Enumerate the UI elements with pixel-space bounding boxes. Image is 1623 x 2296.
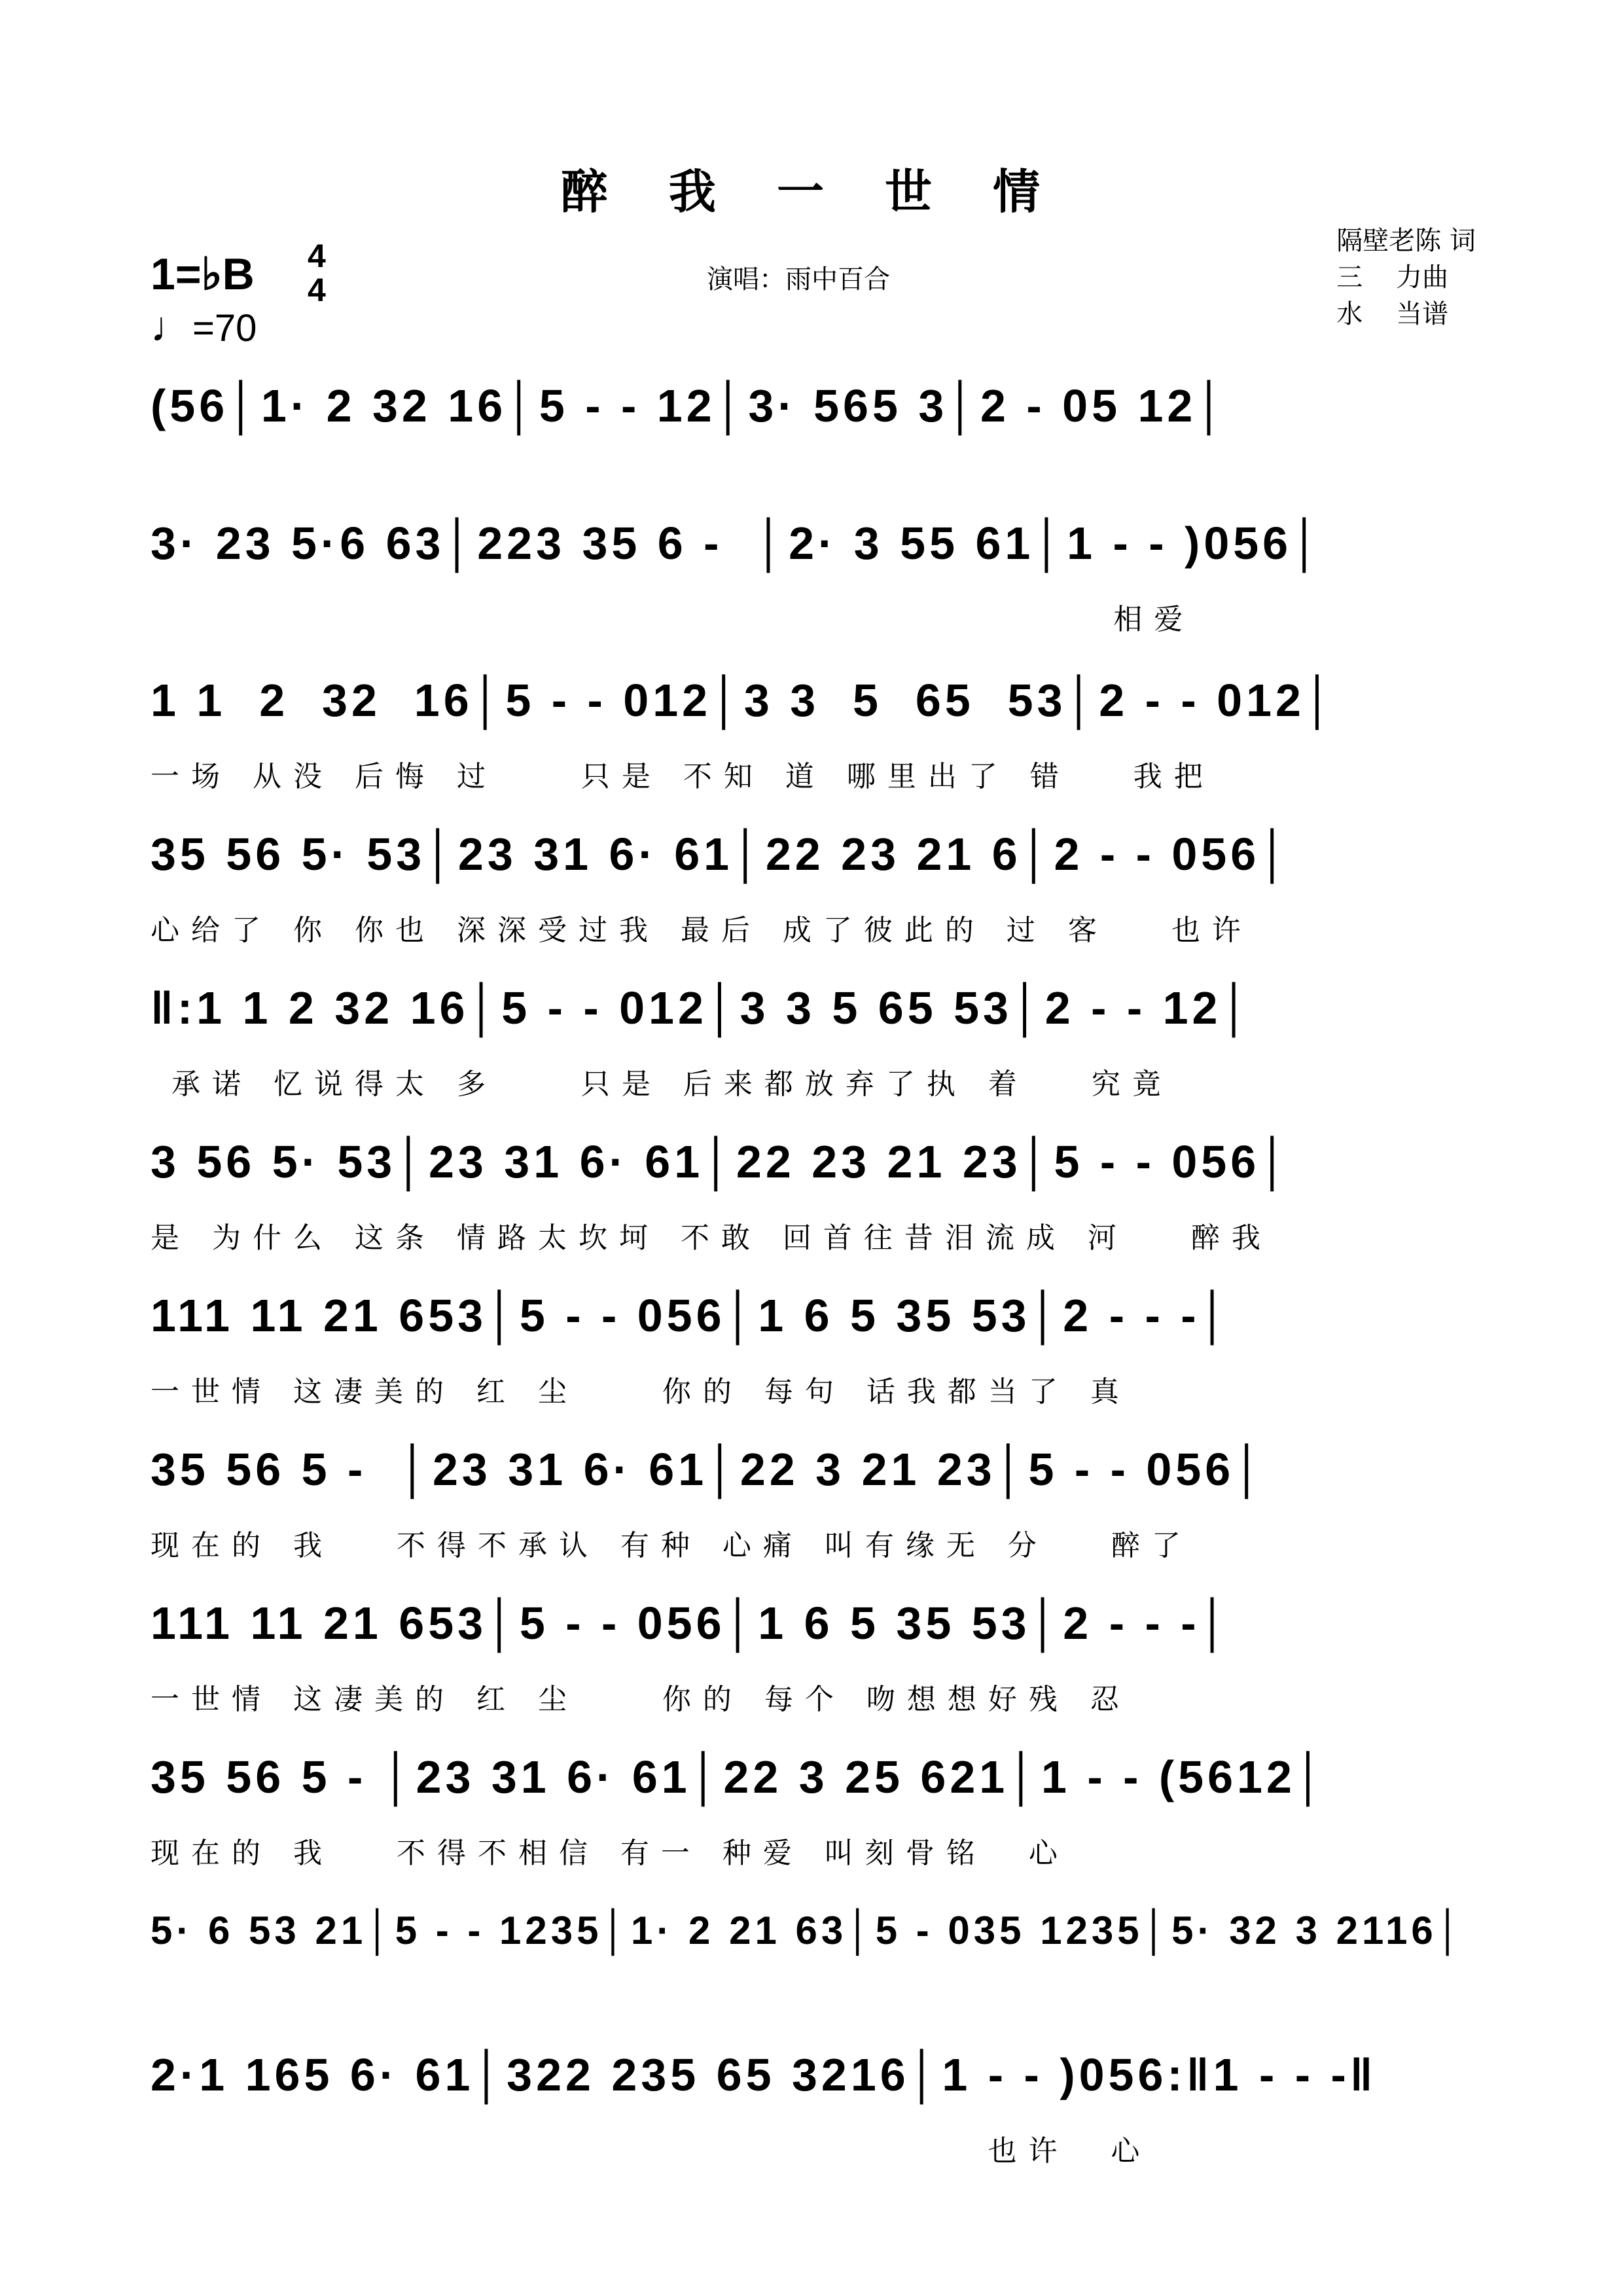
notation-row: 111 11 21 653│5 - - 056│1 6 5 35 53│2 - - -│	[151, 1290, 1233, 1341]
time-signature	[308, 239, 326, 307]
meter-top: 4	[308, 238, 326, 274]
notation-row: 2·1 165 6· 61│322 235 65 3216│1 - - )056:‖1 - - -‖	[151, 2049, 1377, 2100]
notation-row: 3 56 5· 53│23 31 6· 61│22 23 21 23│5 - - 056│	[151, 1136, 1293, 1187]
notation-row: 35 56 5 - │23 31 6· 61│22 3 25 621│1 - - (5612│	[151, 1751, 1329, 1803]
lyrics-row: 是 为什么 这条 情路太坎坷 不敢 回首往昔泪流成 河 醉我	[151, 1221, 1272, 1255]
notation-row: 5· 6 53 21│5 - - 1235│1· 2 21 63│5 - 035 1235│5· 32 3 2116│	[151, 1909, 1466, 1952]
notation-row: 35 56 5 - │23 31 6· 61│22 3 21 23│5 - - 056│	[151, 1444, 1267, 1495]
quarter-note-icon: ♩	[151, 303, 192, 350]
tempo-marking	[151, 302, 257, 351]
notation-row: 1 1 2 32 16│5 - - 012│3 3 5 65 53│2 - - 012│	[151, 675, 1338, 726]
singer-credit: 演唱：雨中百合	[707, 264, 890, 295]
lyrics-row: 也许 心	[151, 2134, 1152, 2168]
notation-row: 3· 23 5·6 63│223 35 6 - │2· 3 55 61│1 - - )056│	[151, 518, 1325, 569]
key-signature: 1=♭B	[151, 249, 255, 299]
song-title: 醉 我 一 世 情	[560, 164, 1063, 219]
meter-bottom: 4	[308, 272, 326, 308]
notation-row: ‖:1 1 2 32 16│5 - - 012│3 3 5 65 53│2 - - 12│	[151, 982, 1255, 1033]
transcriber-credit: 水 当谱	[1336, 299, 1449, 329]
credits-block	[1336, 223, 1476, 332]
lyrics-row: 一世情 这凄美的 红 尘 你的 每个 吻想想好残 忍	[151, 1683, 1131, 1716]
lyrics-row: 一世情 这凄美的 红 尘 你的 每句 话我都当了 真	[151, 1375, 1131, 1408]
notation-row: 111 11 21 653│5 - - 056│1 6 5 35 53│2 - - -│	[151, 1598, 1233, 1649]
composer-credit: 三 力曲	[1336, 262, 1449, 293]
lyrics-row: 一场 从没 后悔 过 只是 不知 道 哪里出了 错 我把	[151, 760, 1215, 793]
lyricist-credit: 隔壁老陈 词	[1336, 226, 1476, 256]
tempo-value: =70	[192, 307, 257, 350]
lyrics-row: 心给了 你 你也 深深受过我 最后 成了彼此的 过 客 也许	[151, 914, 1253, 947]
lyrics-row: 承诺 忆说得太 多 只是 后来都放弃了执 着 究竟	[151, 1067, 1173, 1101]
lyrics-row: 现在的 我 不得不相信 有一 种爱 叫刻骨铭 心	[151, 1837, 1069, 1870]
notation-row: (56│1· 2 32 16│5 - - 12│3· 565 3│2 - 05 12│	[151, 380, 1230, 431]
lyrics-row: 现在的 我 不得不承认 有种 心痛 叫有缘无 分 醉了	[151, 1529, 1192, 1562]
lyrics-row: 相爱	[151, 603, 1195, 636]
notation-row: 35 56 5· 53│23 31 6· 61│22 23 21 6│2 - - 056│	[151, 829, 1293, 880]
